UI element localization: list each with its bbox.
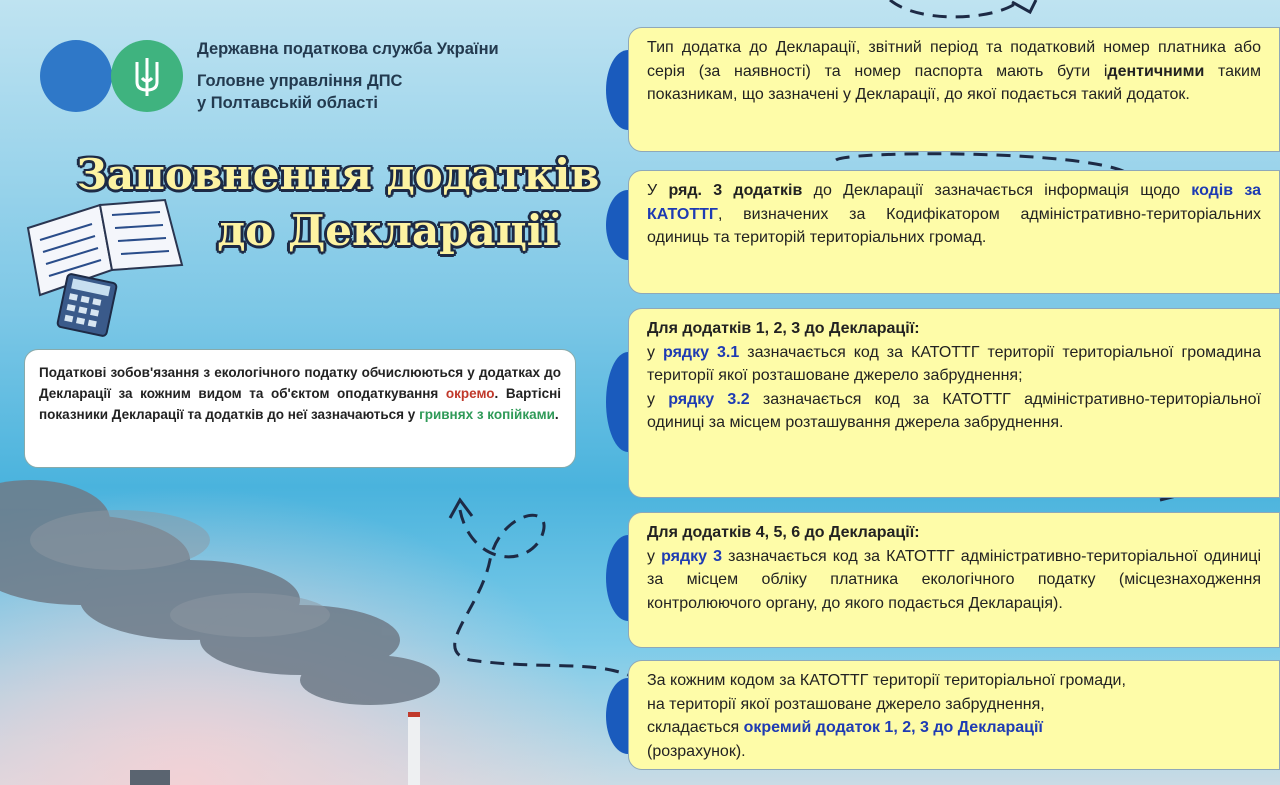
info-highlight-hryvnias: гривнях з копійками [419,407,555,422]
card-katottg-codes [628,170,1280,294]
dps-logo-green-circle [111,40,183,112]
info-text: . Вартісні показники Декларації та додатків до неї зазначаються у [39,386,561,422]
card-highlight: рядку 3 [661,547,723,565]
dps-logo-blue-circle [40,40,112,112]
card-heading: Для додатків 4, 5, 6 до Декларації: [647,524,920,541]
org-department: Головне управління ДПС [197,72,403,90]
info-text: . [554,407,559,422]
card-bold: ряд. 3 додатків [668,182,803,199]
card-text: на території якої розташоване джерело забруднення, [647,695,1045,713]
card-text: таким показникам, що зазначені у Декларації, до якої подається такий додаток. [647,62,1261,103]
card-text: складається [647,719,744,736]
card-highlight: рядку 3.1 [663,343,740,361]
page-title-line2: до Декларації [217,206,559,255]
card-bold: дентичними [1107,62,1205,80]
card-text: зазначається код за КАТОТТГ адміністративно-територіальної одиниці за місцем розташування джерела забруднення. [647,390,1261,431]
chimney [408,712,420,785]
chimney-band [408,712,420,717]
card-identical-fields [628,27,1280,152]
card-heading: Для додатків 1, 2, 3 до Декларації: [647,320,920,337]
info-box [24,349,576,468]
card-text: зазначається код за КАТОТТГ адміністративно-територіальної одиниці за місцем обліку платника екологічного податку (місцезнаходження контролюючого органу, до якого подається Декларація). [647,547,1262,612]
info-highlight-separately: окремо [445,386,495,401]
card-text: у [647,390,669,408]
card-separate-appendix [628,660,1280,770]
card-text: зазначається код за КАТОТТГ території територіальної громадина території якої розташоване джерело забруднення; [647,343,1262,384]
card-text: до Декларації зазначається інформація щодо [802,182,1192,199]
card-text: За кожним кодом за КАТОТТГ території територіальної громади, [647,672,1126,689]
card-text: Тип додатка до Декларації, звітний період та податковий номер платника або серія (за наявності) та номер паспорта мають бути і [647,39,1261,80]
card-appendices-4-5-6 [628,512,1280,648]
card-appendices-1-2-3 [628,308,1280,498]
buildings [130,770,170,785]
card-highlight: окремий додаток 1, 2, 3 до Декларації [743,719,1043,736]
page-title-line1: Заповнення додатків [76,150,600,199]
sky-haze [0,485,620,785]
card-highlight: кодів за КАТОТТГ [647,182,1262,223]
calculator-icon [57,273,117,336]
card-text: У [647,182,669,199]
card-text: , визначених за Кодифікатором адміністративно-територіальних одиниць та територій територіальних громад. [647,205,1261,246]
card-highlight: рядку 3.2 [668,390,750,408]
trident-icon [132,54,162,98]
org-name: Державна податкова служба України [197,40,499,58]
card-text: (розрахунок). [647,742,746,760]
card-text: у [647,547,662,565]
card-text: у [647,343,664,361]
org-region: у Полтавській області [197,94,379,112]
info-text: Податкові зобов'язання з екологічного податку обчислюються у додатках до Декларації за кожним видом та об'єктом оподаткування [39,365,561,401]
